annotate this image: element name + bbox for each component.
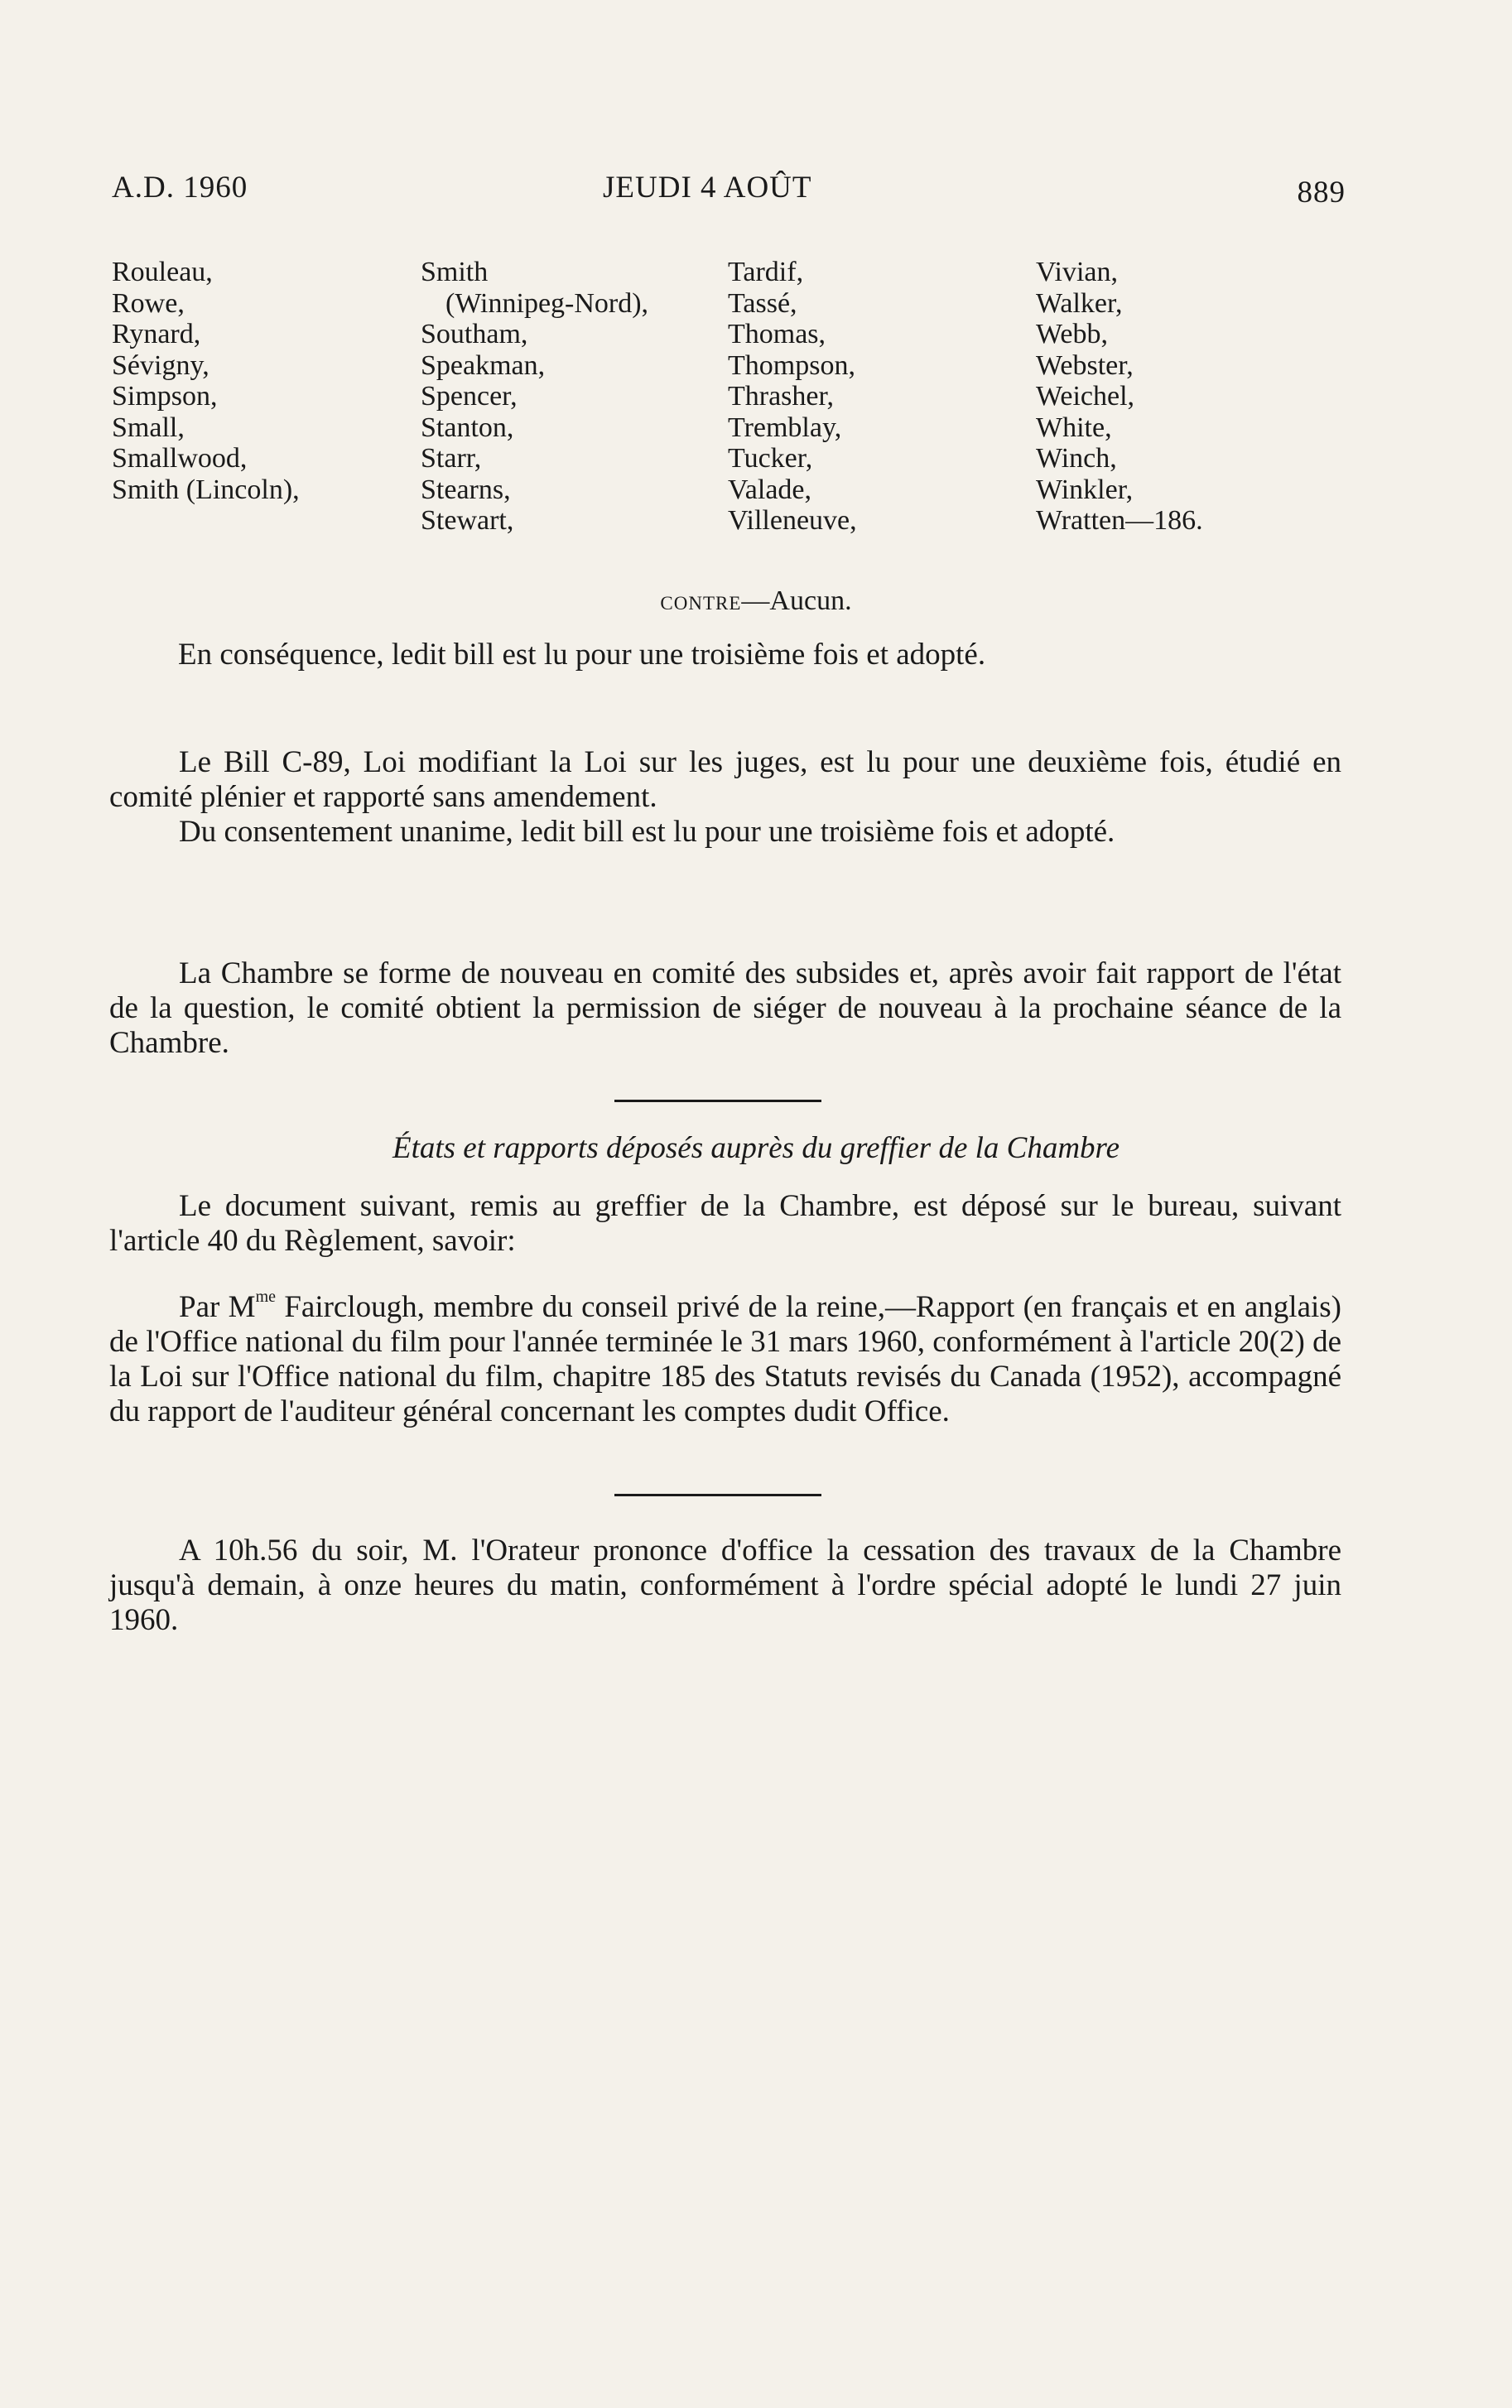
member-name: Webster, xyxy=(1036,349,1134,381)
member-name: Winkler, xyxy=(1036,474,1134,505)
paragraph-text: Du consentement unanime, ledit bill est lu pour une troisième fois et adopté. xyxy=(179,815,1115,849)
member-name: Smallwood, xyxy=(112,443,248,474)
member-name: Sévigny, xyxy=(112,349,209,381)
member-name: Stearns, xyxy=(421,474,511,505)
member-name: Small, xyxy=(112,412,185,443)
paragraph-document-tabled xyxy=(109,1189,1341,1259)
member-name: Tucker, xyxy=(728,443,813,474)
member-name: Villeneuve, xyxy=(728,505,857,536)
paragraph-fairclough-report xyxy=(109,1279,1341,1429)
member-name: Wratten—186. xyxy=(1036,505,1203,536)
member-name: Rouleau, xyxy=(112,257,213,287)
section-divider xyxy=(614,1100,821,1102)
section-divider xyxy=(614,1494,821,1496)
header-date: JEUDI 4 AOÛT xyxy=(603,171,812,205)
paragraph-adjournment xyxy=(109,1534,1341,1638)
title-superscript: me xyxy=(255,1288,276,1306)
contre-line xyxy=(0,585,1512,617)
names-column-2 xyxy=(421,257,727,537)
paragraph-text: Fairclough, membre du conseil privé de la reine,—Rapport (en français et en anglais) de l'Office national du film pour l'année terminée le 31 mars 1960, conformément à l'article 20(2) de la Loi sur l'Office national du film, chapitre 185 des Statuts revisés du Canada (1952), accompagné du rapport de l'auditeur général concernant les comptes dudit Office. xyxy=(109,1290,1341,1428)
member-name: Smith (Lincoln), xyxy=(112,474,300,505)
section-heading: États et rapports déposés auprès du greffier de la Chambre xyxy=(392,1131,1120,1165)
names-column-1 xyxy=(112,257,418,505)
paragraph-text: La Chambre se forme de nouveau en comité des subsides et, après avoir fait rapport de l'état de la question, le comité obtient la permission de siéger de nouveau à la prochaine séance de la Chambre. xyxy=(109,956,1341,1060)
member-name: Webb, xyxy=(1036,319,1108,349)
paragraph-bill-c89 xyxy=(109,745,1341,815)
member-name: Smith xyxy=(421,257,489,287)
paragraph-third-reading xyxy=(109,638,1341,672)
member-name: Thomas, xyxy=(728,319,826,349)
paragraph-text: Par M xyxy=(179,1290,256,1324)
header-year: A.D. 1960 xyxy=(112,171,248,205)
member-name: Simpson, xyxy=(112,381,218,412)
member-name: Vivian, xyxy=(1036,257,1118,287)
member-name: White, xyxy=(1036,412,1112,443)
paragraph-unanimous-consent xyxy=(109,815,1341,850)
member-name: Tassé, xyxy=(728,287,797,319)
member-name: Spencer, xyxy=(421,381,518,412)
paragraph-text: Le document suivant, remis au greffier de la Chambre, est déposé sur le bureau, suivant l'article 40 du Règlement, savoir: xyxy=(109,1189,1341,1258)
contre-text: —Aucun. xyxy=(741,585,852,616)
names-column-3 xyxy=(728,257,1034,537)
member-name: Stanton, xyxy=(421,412,514,443)
paragraph-text: A 10h.56 du soir, M. l'Orateur prononce d'office la cessation des travaux de la Chambre jusqu'à demain, à onze heures du matin, conformément à l'ordre spécial adopté le lundi 27 juin 1960. xyxy=(109,1534,1341,1637)
names-column-4 xyxy=(1036,257,1342,537)
member-name: Tardif, xyxy=(728,257,804,287)
member-name: Thrasher, xyxy=(728,381,834,412)
member-name: Southam, xyxy=(421,319,528,349)
page-number: 889 xyxy=(1297,176,1346,209)
member-name: Winch, xyxy=(1036,443,1117,474)
paragraph-text: Le Bill C-89, Loi modifiant la Loi sur les juges, est lu pour une deuxième fois, étudié en comité plénier et rapporté sans amendement. xyxy=(109,745,1341,814)
member-name: Rynard, xyxy=(112,319,201,349)
member-name: (Winnipeg-Nord), xyxy=(445,287,649,319)
member-name: Valade, xyxy=(728,474,812,505)
member-name: Stewart, xyxy=(421,505,514,536)
member-name: Tremblay, xyxy=(728,412,842,443)
running-header xyxy=(112,170,1346,219)
paragraph-text: En conséquence, ledit bill est lu pour une troisième fois et adopté. xyxy=(178,638,986,672)
member-name: Thompson, xyxy=(728,349,855,381)
member-name: Rowe, xyxy=(112,287,185,319)
contre-label: CONTRE xyxy=(660,593,742,614)
member-name: Speakman, xyxy=(421,349,546,381)
member-name: Walker, xyxy=(1036,287,1123,319)
paragraph-committee-supply xyxy=(109,956,1341,1061)
member-name: Starr, xyxy=(421,443,482,474)
member-name: Weichel, xyxy=(1036,381,1135,412)
